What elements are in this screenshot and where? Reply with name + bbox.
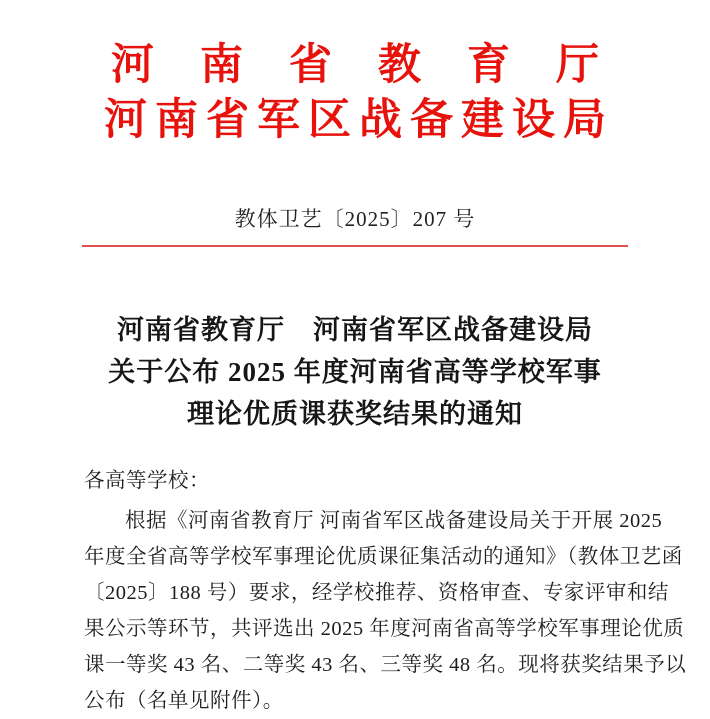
letterhead-agency-1: 河南省教育厅	[111, 42, 645, 89]
letterhead	[0, 0, 710, 148]
notice-title	[0, 309, 710, 435]
body-line: 果公示等环节，共评选出 2025 年度河南省高等学校军事理论优质	[84, 618, 685, 640]
title-line-1: 河南省教育厅 河南省军区战备建设局	[117, 315, 593, 345]
document-number: 教体卫艺〔2025〕207 号	[234, 207, 476, 231]
body-line: 〔2025〕188 号）要求，经学校推荐、资格审查、专家评审和结	[84, 582, 669, 604]
notice-body	[0, 463, 710, 719]
title-line-3: 理论优质课获奖结果的通知	[187, 399, 523, 429]
body-line: 根据《河南省教育厅 河南省军区战备建设局关于开展 2025	[125, 510, 663, 532]
salutation: 各高等学校：	[84, 470, 210, 492]
body-line: 公布（名单见附件）。	[84, 690, 284, 712]
body-line: 年度全省高等学校军事理论优质课征集活动的通知》（教体卫艺函	[84, 546, 683, 568]
title-line-2: 关于公布 2025 年度河南省高等学校军事	[108, 357, 602, 387]
letterhead-agency-2: 河南省军区战备建设局	[104, 97, 614, 144]
red-divider-line	[82, 245, 628, 247]
body-line: 课一等奖 43 名、二等奖 43 名、三等奖 48 名。现将获奖结果予以	[84, 654, 687, 676]
